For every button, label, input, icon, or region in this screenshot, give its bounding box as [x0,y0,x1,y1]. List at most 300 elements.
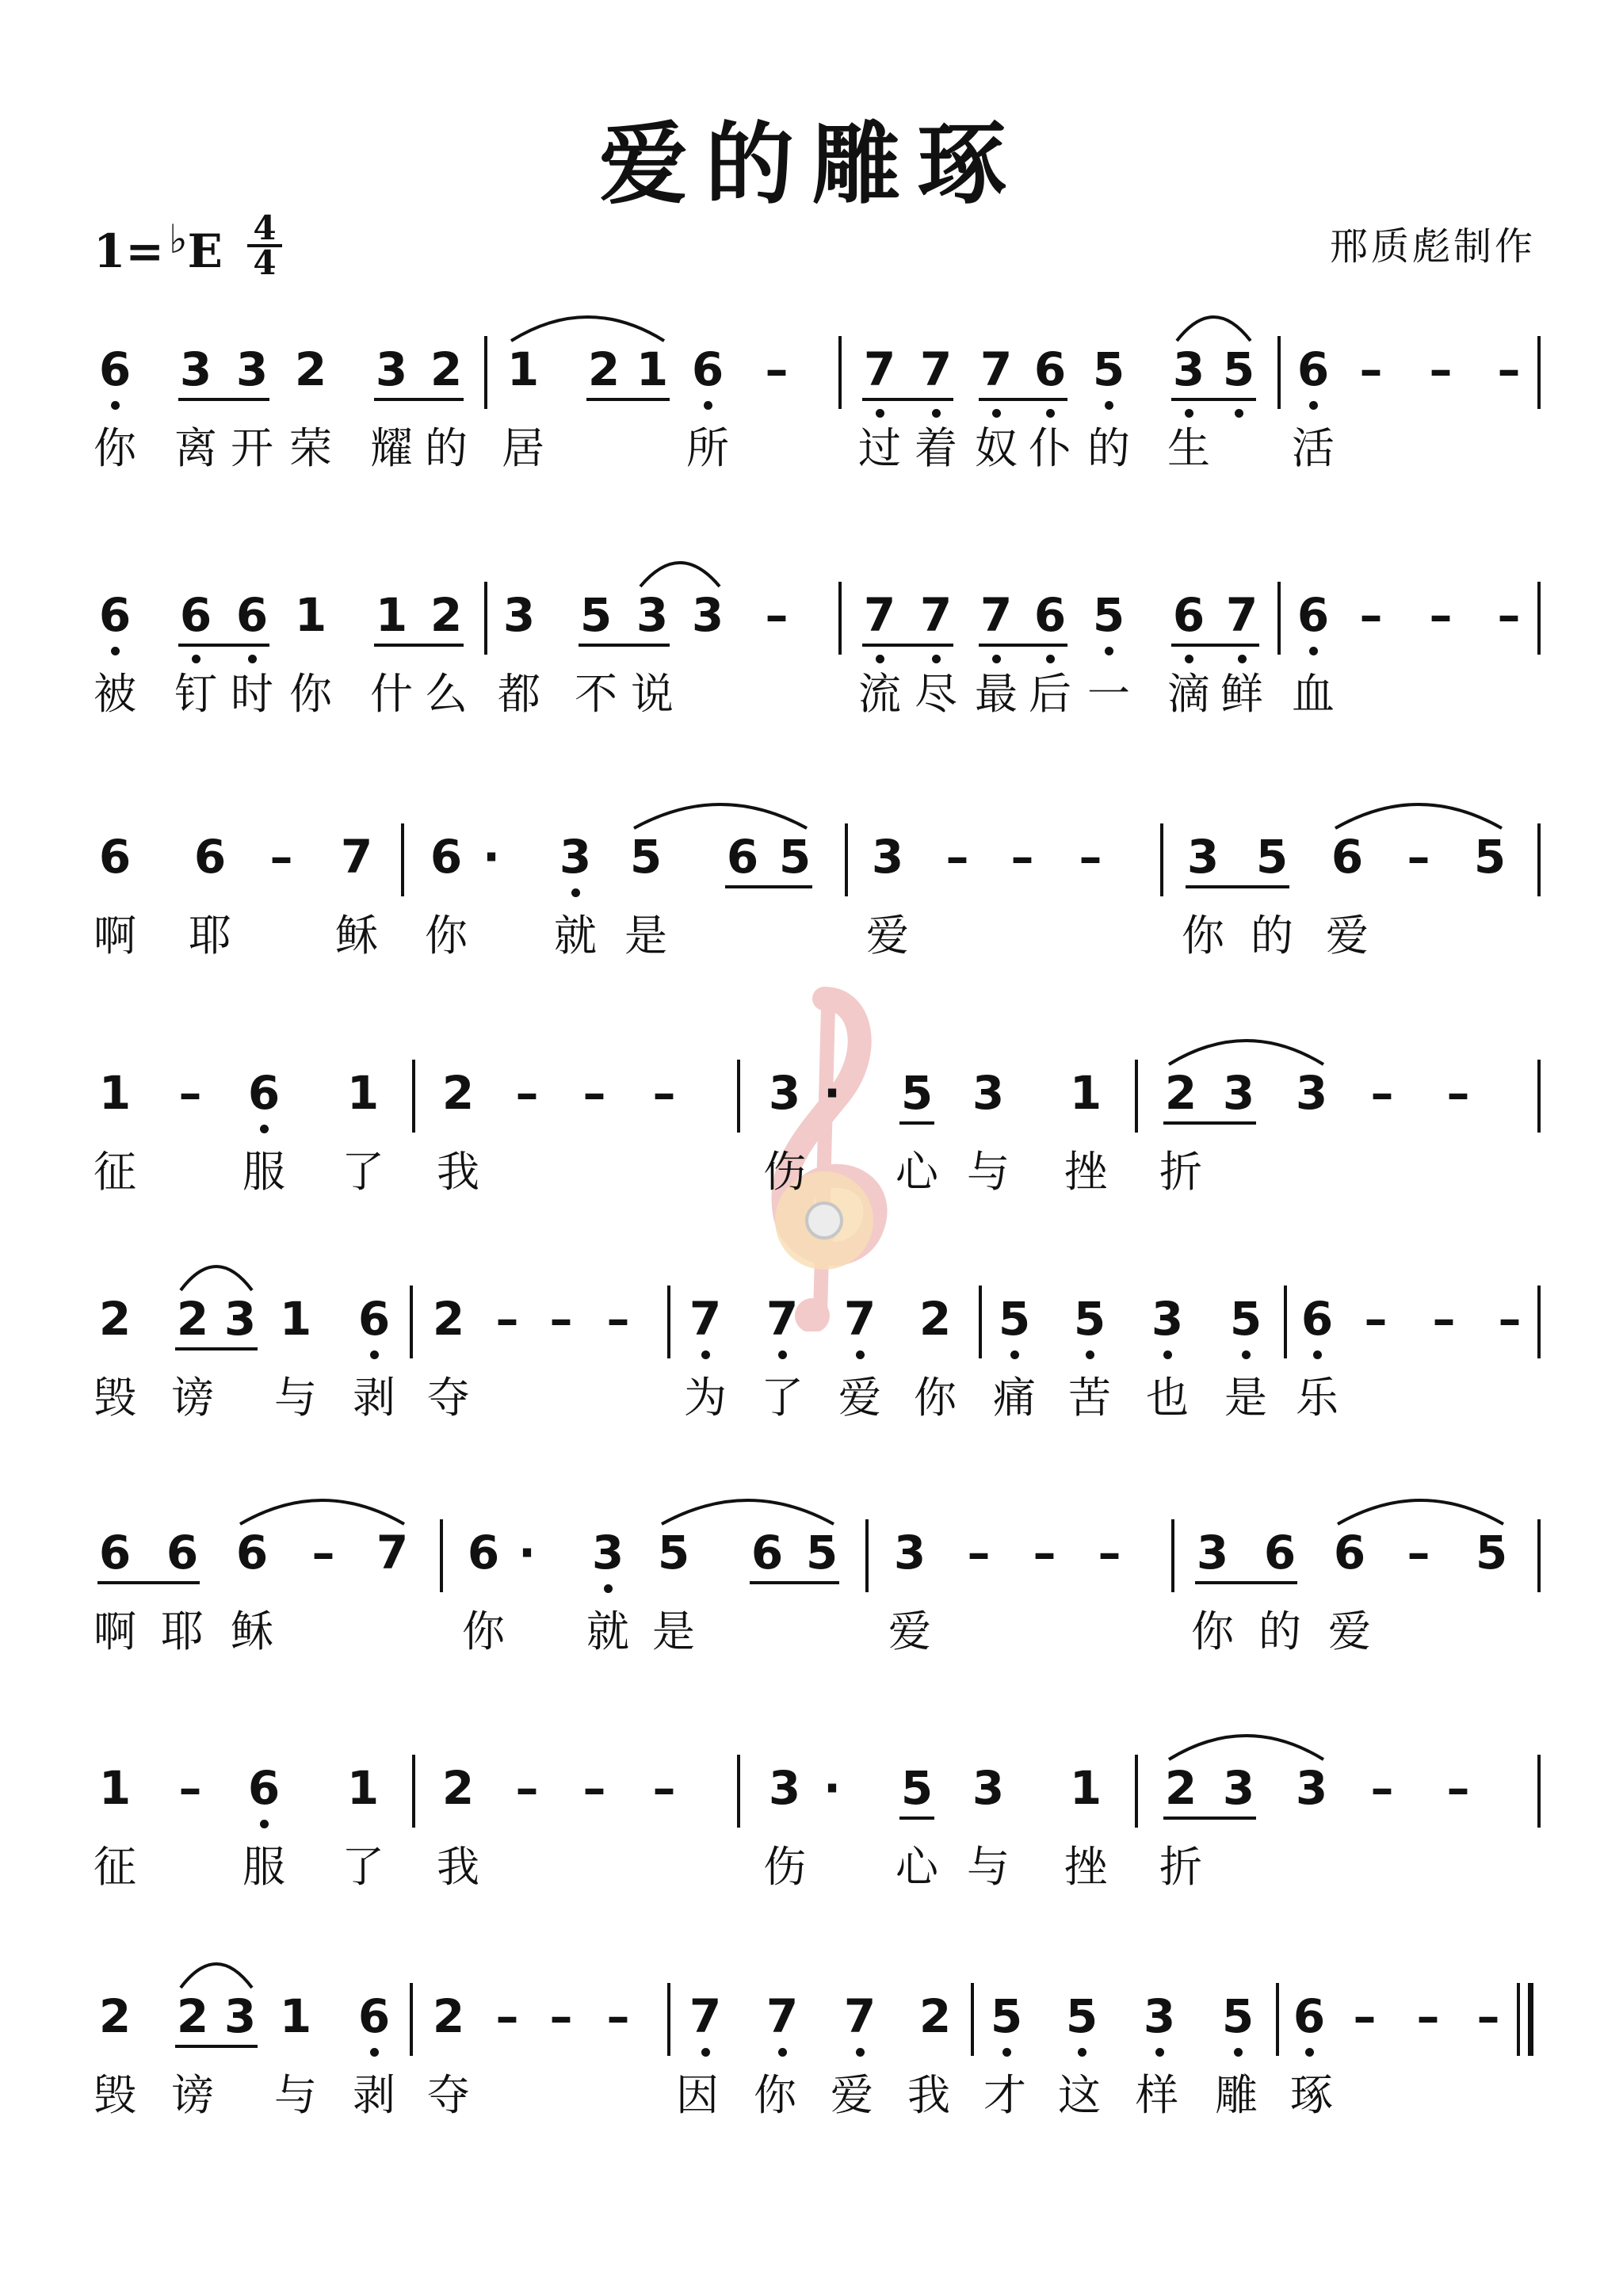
note: 5 [1073,1292,1106,1346]
eighth-underline [899,1817,934,1820]
dash: – [1429,588,1453,642]
note: 2 [294,342,327,396]
lyric-char: 服 [242,1147,285,1197]
lyric-char: 被 [94,669,136,719]
note: 1 [98,1066,132,1120]
low-octave-dot [1305,2048,1314,2057]
dash: – [1432,1292,1456,1346]
lyric-char: 了 [761,1373,804,1423]
note: 1 [294,588,327,642]
lyric-char: 了 [342,1842,384,1892]
note: 3 [768,1066,801,1120]
low-octave-dot [1185,409,1193,418]
slur-arc [509,304,666,344]
lyric-char: 所 [686,423,729,473]
dash: – [765,588,789,642]
low-octave-dot [111,647,120,655]
note: 5 [657,1526,690,1580]
lyric-char: 夺 [427,1373,470,1423]
lyric-char: 最 [975,669,1018,719]
low-octave-dot [876,409,884,418]
note: 2 [587,342,621,396]
note: 5 [778,830,812,884]
lyric-char: 剥 [353,1373,395,1423]
lyric-char: 荣 [289,423,332,473]
dash: – [1407,1526,1430,1580]
slur-arc [1333,792,1504,831]
dash: – [1416,1989,1440,2043]
note: 6 [235,1526,269,1580]
note: 6 [691,342,724,396]
dash: – [1370,1066,1394,1120]
dash: – [967,1526,991,1580]
dash: – [652,1066,676,1120]
low-octave-dot [1163,1350,1172,1359]
lyric-char: 爱 [831,2070,873,2120]
note: 7 [863,588,896,642]
barline [838,582,842,655]
dash: – [311,1526,335,1580]
lyric-char: 这 [1058,2070,1101,2120]
barline [1537,1286,1541,1358]
lyric-char: 征 [94,1842,136,1892]
eighth-underline [725,885,812,888]
low-octave-dot [111,401,120,410]
lyric-char: 挫 [1064,1147,1107,1197]
lyric-char: 爱 [838,1373,881,1423]
note: 1 [346,1761,380,1815]
lyric-char: 你 [289,669,332,719]
barline [1160,823,1163,896]
lyric-char: 的 [425,423,468,473]
notation-system [0,1989,1623,2179]
lyric-char: 毁 [94,1373,136,1423]
note: 3 [1186,830,1220,884]
low-octave-dot [604,1584,613,1593]
lyric-char: 耶 [161,1606,204,1656]
notation-system [0,1526,1623,1716]
dash: – [269,830,293,884]
lyric-char: 不 [575,669,617,719]
note: 6 [357,1989,391,2043]
dot: · [823,1066,842,1120]
note: 6 [98,1526,132,1580]
barline [440,1519,443,1592]
dash: – [1359,588,1383,642]
low-octave-dot [1234,2048,1243,2057]
lyric-char: 稣 [335,911,378,961]
note: 3 [1172,342,1205,396]
eighth-underline [1195,1581,1297,1584]
low-octave-dot [932,655,941,663]
note: 5 [629,830,663,884]
lyric-char: 伤 [763,1147,806,1197]
note: 2 [432,1292,465,1346]
eighth-underline [374,644,464,647]
barline [410,1286,413,1358]
barline [845,823,848,896]
note: 6 [1293,1989,1326,2043]
barline [865,1519,869,1592]
lyric-char: 耶 [189,911,231,961]
note: 5 [1473,830,1507,884]
low-octave-dot [571,888,580,897]
lyric-char: 因 [676,2070,719,2120]
eighth-underline [579,644,670,647]
dash: – [1364,1292,1388,1346]
eighth-underline [1163,1817,1256,1820]
low-octave-dot [856,1350,865,1359]
eighth-underline [374,398,464,401]
low-octave-dot [1235,409,1243,418]
dash: – [582,1066,606,1120]
lyric-char: 鲜 [1220,669,1263,719]
note: 5 [1222,342,1255,396]
note: 6 [1033,588,1067,642]
lyric-char: 钉 [174,669,217,719]
note: 6 [193,830,227,884]
eighth-underline [97,1581,200,1584]
barline [838,336,842,409]
note: 6 [1172,588,1205,642]
lyric-char: 后 [1029,669,1071,719]
low-octave-dot [260,1820,269,1828]
slur-arc [1167,1723,1326,1763]
lyric-char: 就 [586,1606,629,1656]
dash: – [1079,830,1102,884]
note: 6 [1033,342,1067,396]
barline [1537,582,1541,655]
slur-arc [659,1488,836,1527]
lyric-char: 的 [1258,1606,1301,1656]
note: 3 [1151,1292,1184,1346]
low-octave-dot [876,655,884,663]
barline [737,1060,740,1133]
lyric-char: 你 [425,911,468,961]
note: 7 [340,830,373,884]
lyric-char: 与 [967,1147,1010,1197]
low-octave-dot [1309,401,1318,410]
lyric-char: 仆 [1029,423,1071,473]
lyric-char: 时 [231,669,273,719]
note: 6 [98,588,132,642]
lyric-char: 你 [94,423,136,473]
note: 5 [990,1989,1023,2043]
low-octave-dot [1313,1350,1322,1359]
barline [401,823,404,896]
lyric-char: 也 [1146,1373,1189,1423]
note: 2 [98,1292,132,1346]
dash: – [178,1066,202,1120]
dash: – [1407,830,1430,884]
note: 5 [1475,1526,1508,1580]
note: 3 [972,1761,1005,1815]
lyric-char: 啊 [94,911,136,961]
lyric-char: 居 [502,423,544,473]
barline [1277,582,1281,655]
note: 5 [1255,830,1289,884]
slur-arc [638,550,722,590]
note: 7 [980,588,1013,642]
note: 7 [863,342,896,396]
time-signature [247,208,282,282]
note: 7 [1225,588,1258,642]
eighth-underline [750,1581,839,1584]
note: 3 [768,1761,801,1815]
barline [484,336,487,409]
barline [667,1286,670,1358]
note: 3 [223,1292,257,1346]
low-octave-dot [704,401,712,410]
low-octave-dot [1046,409,1055,418]
lyric-char: 谤 [171,1373,214,1423]
lyric-char: 心 [896,1842,938,1892]
eighth-underline [178,398,269,401]
note: 5 [900,1761,934,1815]
key-note: E [187,224,223,278]
low-octave-dot [778,2048,787,2057]
note: 6 [1300,1292,1334,1346]
note: 6 [1296,342,1330,396]
time-signature-bottom: 4 [247,244,282,279]
note: 6 [1296,588,1330,642]
lyric-char: 雕 [1215,2070,1258,2120]
notation-system [0,1761,1623,1951]
note: 3 [179,342,212,396]
lyric-char: 挫 [1064,1842,1107,1892]
flat-sign: ♭ [168,216,188,262]
low-octave-dot [1242,1350,1251,1359]
note: 2 [430,588,463,642]
lyric-char: 的 [1251,911,1293,961]
dash: – [582,1761,606,1815]
note: 6 [430,830,463,884]
dash: – [495,1292,519,1346]
lyric-char: 你 [1191,1606,1234,1656]
lyric-char: 折 [1159,1842,1202,1892]
barline [412,1060,415,1133]
note: 6 [726,830,759,884]
note: 2 [918,1292,952,1346]
lyric-char: 苦 [1068,1373,1111,1423]
lyric-char: 什 [370,669,413,719]
lyric-char: 爱 [866,911,909,961]
lyric-char: 我 [437,1842,479,1892]
dash: – [178,1761,202,1815]
note: 5 [998,1292,1031,1346]
dash: – [1498,1292,1522,1346]
note: 3 [1295,1761,1328,1815]
key-prefix: 1= [94,224,164,278]
note: 6 [247,1761,281,1815]
lyric-char: 剥 [353,2070,395,2120]
lyric-char: 你 [914,1373,957,1423]
note: 3 [235,342,269,396]
note: 1 [98,1761,132,1815]
note: 3 [502,588,536,642]
barline [979,1286,982,1358]
dot: · [482,830,501,884]
barline [1284,1286,1287,1358]
note: 2 [430,342,463,396]
note: 6 [235,588,269,642]
note: 3 [1295,1066,1328,1120]
note: 5 [1065,1989,1098,2043]
dash: – [1446,1761,1470,1815]
dash: – [606,1292,630,1346]
note: 3 [1222,1761,1255,1815]
lyric-char: 样 [1136,2070,1178,2120]
note: 3 [1196,1526,1229,1580]
barline [1517,1983,1520,2056]
note: 7 [919,342,953,396]
notation-system [0,588,1623,778]
lyric-char: 是 [652,1606,695,1656]
note: 7 [843,1292,876,1346]
note: 6 [1333,1526,1366,1580]
lyric-char: 活 [1292,423,1335,473]
dash: – [1010,830,1034,884]
note: 7 [980,342,1013,396]
lyric-char: 稣 [231,1606,273,1656]
lyric-char: 谤 [171,2070,214,2120]
note: 5 [1221,1989,1254,2043]
low-octave-dot [1309,647,1318,655]
dash: – [1353,1989,1377,2043]
notation-system [0,342,1623,533]
lyric-char: 是 [1224,1373,1267,1423]
barline [1171,1519,1174,1592]
note: 1 [636,342,669,396]
barline [412,1755,415,1828]
lyric-char: 与 [967,1842,1010,1892]
note: 3 [1143,1989,1176,2043]
dash: – [515,1761,539,1815]
slur-arc [178,1254,254,1293]
dot: · [823,1761,842,1815]
note: 3 [636,588,669,642]
lyric-char: 血 [1292,669,1335,719]
eighth-underline [1171,644,1259,647]
barline [1277,336,1281,409]
lyric-char: 一 [1087,669,1130,719]
note: 7 [376,1526,409,1580]
lyric-char: 耀 [370,423,413,473]
note: 3 [972,1066,1005,1120]
note: 6 [98,342,132,396]
lyric-char: 着 [915,423,957,473]
lyric-char: 爱 [888,1606,931,1656]
low-octave-dot [370,1350,379,1359]
lyric-char: 你 [1182,911,1224,961]
eighth-underline [862,398,953,401]
eighth-underline [979,398,1067,401]
dash: – [549,1989,573,2043]
dash: – [945,830,969,884]
lyric-char: 伤 [763,1842,806,1892]
barline [1537,823,1541,896]
page-title: 爱的雕琢 [599,113,1024,216]
dash: – [1359,342,1383,396]
note: 1 [506,342,540,396]
note: 1 [1069,1761,1102,1815]
note: 6 [247,1066,281,1120]
low-octave-dot [1010,1350,1019,1359]
barline [1135,1755,1138,1828]
low-octave-dot [260,1125,269,1133]
low-octave-dot [701,1350,710,1359]
barline [1537,1519,1541,1592]
note: 7 [766,1989,799,2043]
lyric-char: 是 [624,911,667,961]
barline [1537,1755,1541,1828]
barline [1135,1060,1138,1133]
note: 1 [375,588,408,642]
low-octave-dot [1046,655,1055,663]
lyric-char: 乐 [1296,1373,1338,1423]
barline [737,1755,740,1828]
note: 3 [223,1989,257,2043]
note: 7 [766,1292,799,1346]
note: 3 [893,1526,926,1580]
barline [484,582,487,655]
dash: – [1033,1526,1056,1580]
lyric-char: 了 [342,1147,384,1197]
low-octave-dot [992,655,1001,663]
low-octave-dot [192,655,200,663]
note: 2 [1164,1761,1197,1815]
lyric-char: 折 [1159,1147,1202,1197]
note: 6 [98,830,132,884]
lyric-char: 征 [94,1147,136,1197]
note: 6 [179,588,212,642]
low-octave-dot [932,409,941,418]
dash: – [515,1066,539,1120]
slur-arc [632,792,809,831]
note: 7 [689,1292,722,1346]
dash: – [549,1292,573,1346]
slur-arc [238,1488,407,1527]
note: 2 [441,1066,475,1120]
lyric-char: 我 [437,1147,479,1197]
low-octave-dot [1155,2048,1164,2057]
eighth-underline [979,644,1067,647]
final-barline [1528,1983,1533,2056]
note: 7 [689,1989,722,2043]
eighth-underline [862,644,953,647]
dash: – [1497,588,1521,642]
lyric-char: 为 [684,1373,727,1423]
note: 3 [559,830,592,884]
note: 6 [357,1292,391,1346]
note: 1 [1069,1066,1102,1120]
eighth-underline [178,644,269,647]
low-octave-dot [1002,2048,1011,2057]
lyric-char: 痛 [993,1373,1036,1423]
note: 5 [1092,342,1125,396]
notation-system [0,830,1623,1020]
lyric-char: 爱 [1326,911,1369,961]
lyric-char: 我 [907,2070,950,2120]
note: 2 [918,1989,952,2043]
lyric-char: 爱 [1328,1606,1371,1656]
barline [1276,1983,1279,2056]
low-octave-dot [370,2048,379,2057]
note: 7 [919,588,953,642]
dash: – [1370,1761,1394,1815]
lyric-char: 啊 [94,1606,136,1656]
note: 5 [805,1526,838,1580]
